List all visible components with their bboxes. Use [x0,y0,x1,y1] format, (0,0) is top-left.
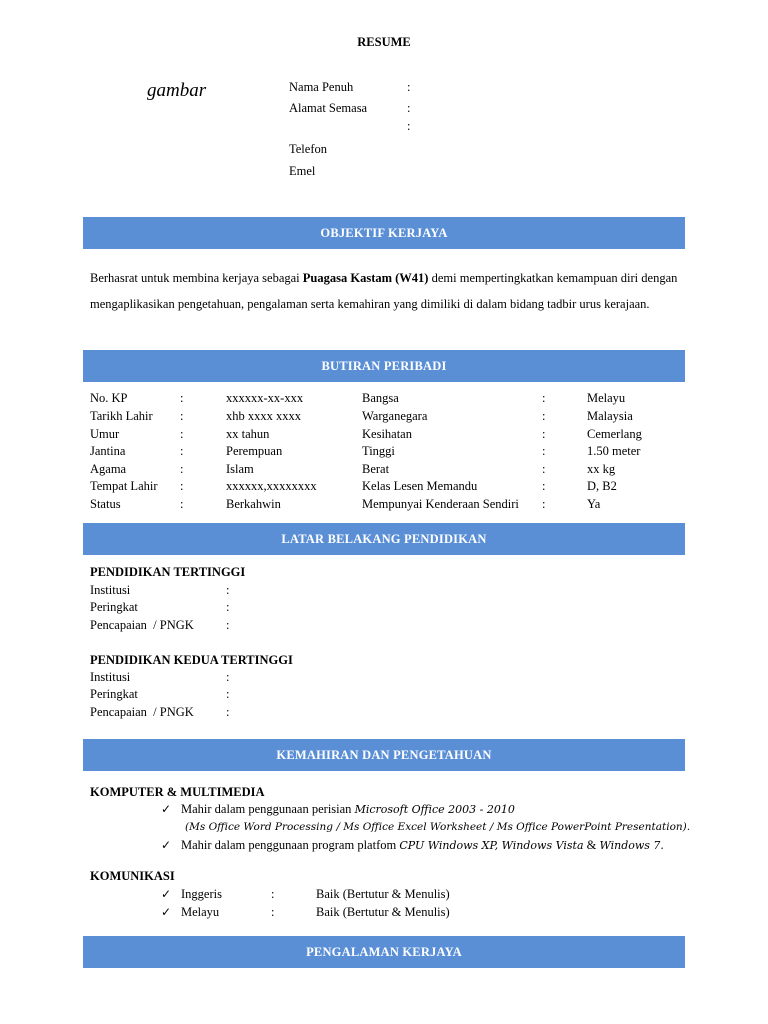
field-label: Mempunyai Kenderaan Sendiri [362,497,519,511]
field-value: Melayu [587,391,626,405]
language-label: Inggeris [181,887,222,901]
field-label: Warganegara [362,409,428,423]
checkmark-icon: ✓ [161,905,172,919]
field-sep: : [226,687,230,701]
field-label: Jantina [90,444,126,458]
contact-label: Telefon [289,142,327,156]
subsection-title: PENDIDIKAN KEDUA TERTINGGI [90,653,293,667]
field-label: Tempat Lahir [90,479,158,493]
field-label: Agama [90,462,127,476]
field-label: Tarikh Lahir [90,409,153,423]
field-value: xx kg [587,462,616,476]
language-sep: : [271,887,275,901]
field-value: D, B2 [587,479,617,493]
subsection-title: KOMPUTER & MULTIMEDIA [90,785,265,799]
field-value: Cemerlang [587,427,642,441]
contact-sep: : [407,119,411,133]
field-sep: : [226,670,230,684]
language-label: Melayu [181,905,220,919]
field-value: Islam [226,462,254,476]
field-label: Peringkat [90,600,138,614]
field-sep: : [180,391,184,405]
field-label: No. KP [90,391,128,405]
contact-label: Alamat Semasa [289,101,368,115]
section-bar-pengalaman [83,936,685,968]
field-label: Tinggi [362,444,395,458]
field-label: Institusi [90,583,131,597]
field-sep: : [542,479,546,493]
checkmark-icon: ✓ [161,838,172,852]
field-label: Umur [90,427,120,441]
language-level: Baik (Bertutur & Menulis) [316,887,450,901]
field-sep: : [226,705,230,719]
section-bar-objektif [83,217,685,249]
objektif-text: demi mempertingkatkan kemampuan diri dengan mengaplikasikan pengetahuan, pengalaman serta kemahiran yang dimiliki di dalam bidang tadbir urus kerajaan. [90,271,678,311]
section-heading: PENGALAMAN KERJAYA [306,944,462,959]
section-heading: KEMAHIRAN DAN PENGETAHUAN [276,747,492,762]
field-sep: : [180,409,184,423]
field-label: Bangsa [362,391,399,405]
skill-amp: & [583,838,600,852]
section-bar-pendidikan [83,523,685,555]
contact-label: Emel [289,164,316,178]
contact-sep: : [407,101,411,115]
field-sep: : [180,479,184,493]
skill-subtext: (Ms Office Word Processing / Ms Office Excel Worksheet / Ms Office PowerPoint Presentation). [185,821,691,833]
contact-sep: : [407,80,411,94]
skill-item [181,802,515,817]
section-bar-peribadi [83,350,685,382]
contact-label: Nama Penuh [289,80,354,94]
field-sep: : [180,462,184,476]
field-value: xxxxxx-xx-xxx [226,391,304,405]
field-sep: : [226,600,230,614]
field-value: Ya [587,497,601,511]
field-label: Peringkat [90,687,138,701]
objektif-position: Puagasa Kastam (W41) [302,271,429,285]
field-label: Pencapaian / PNGK [90,618,194,632]
field-sep: : [542,497,546,511]
field-sep: : [542,462,546,476]
section-heading: BUTIRAN PERIBADI [321,358,447,373]
field-value: xhb xxxx xxxx [226,409,301,423]
photo-placeholder: gambar [147,80,207,101]
skill-platform: CPU Windows XP, Windows Vista [399,839,584,852]
skill-text: Mahir dalam penggunaan perisian [181,802,355,816]
skill-text: Mahir dalam penggunaan program platfom [181,838,400,852]
field-sep: : [226,618,230,632]
field-label: Status [90,497,121,511]
field-sep: : [180,497,184,511]
field-label: Kelas Lesen Memandu [362,479,478,493]
field-sep: : [542,409,546,423]
section-heading: LATAR BELAKANG PENDIDIKAN [281,531,487,546]
field-sep: : [180,427,184,441]
field-sep: : [226,583,230,597]
language-sep: : [271,905,275,919]
skill-software: Microsoft Office 2003 - 2010 [354,803,515,816]
objektif-text: Berhasrat untuk membina kerjaya sebagai [90,271,303,285]
objektif-paragraph [90,265,680,317]
field-value: xxxxxx,xxxxxxxx [226,479,317,493]
skill-item [181,838,664,853]
field-label: Kesihatan [362,427,412,441]
resume-title: RESUME [357,35,411,49]
field-label: Berat [362,462,390,476]
field-sep: : [542,427,546,441]
field-label: Institusi [90,670,131,684]
field-value: Malaysia [587,409,633,423]
field-value: Berkahwin [226,497,281,511]
subsection-title: KOMUNIKASI [90,869,175,883]
field-label: Pencapaian / PNGK [90,705,194,719]
checkmark-icon: ✓ [161,802,172,816]
field-sep: : [542,444,546,458]
field-value: Perempuan [226,444,283,458]
subsection-title: PENDIDIKAN TERTINGGI [90,565,246,579]
section-heading: OBJEKTIF KERJAYA [320,225,448,240]
field-value: 1.50 meter [587,444,641,458]
language-level: Baik (Bertutur & Menulis) [316,905,450,919]
skill-platform: Windows 7. [599,839,664,852]
section-bar-kemahiran [83,739,685,771]
field-sep: : [542,391,546,405]
checkmark-icon: ✓ [161,887,172,901]
field-sep: : [180,444,184,458]
field-value: xx tahun [226,427,270,441]
